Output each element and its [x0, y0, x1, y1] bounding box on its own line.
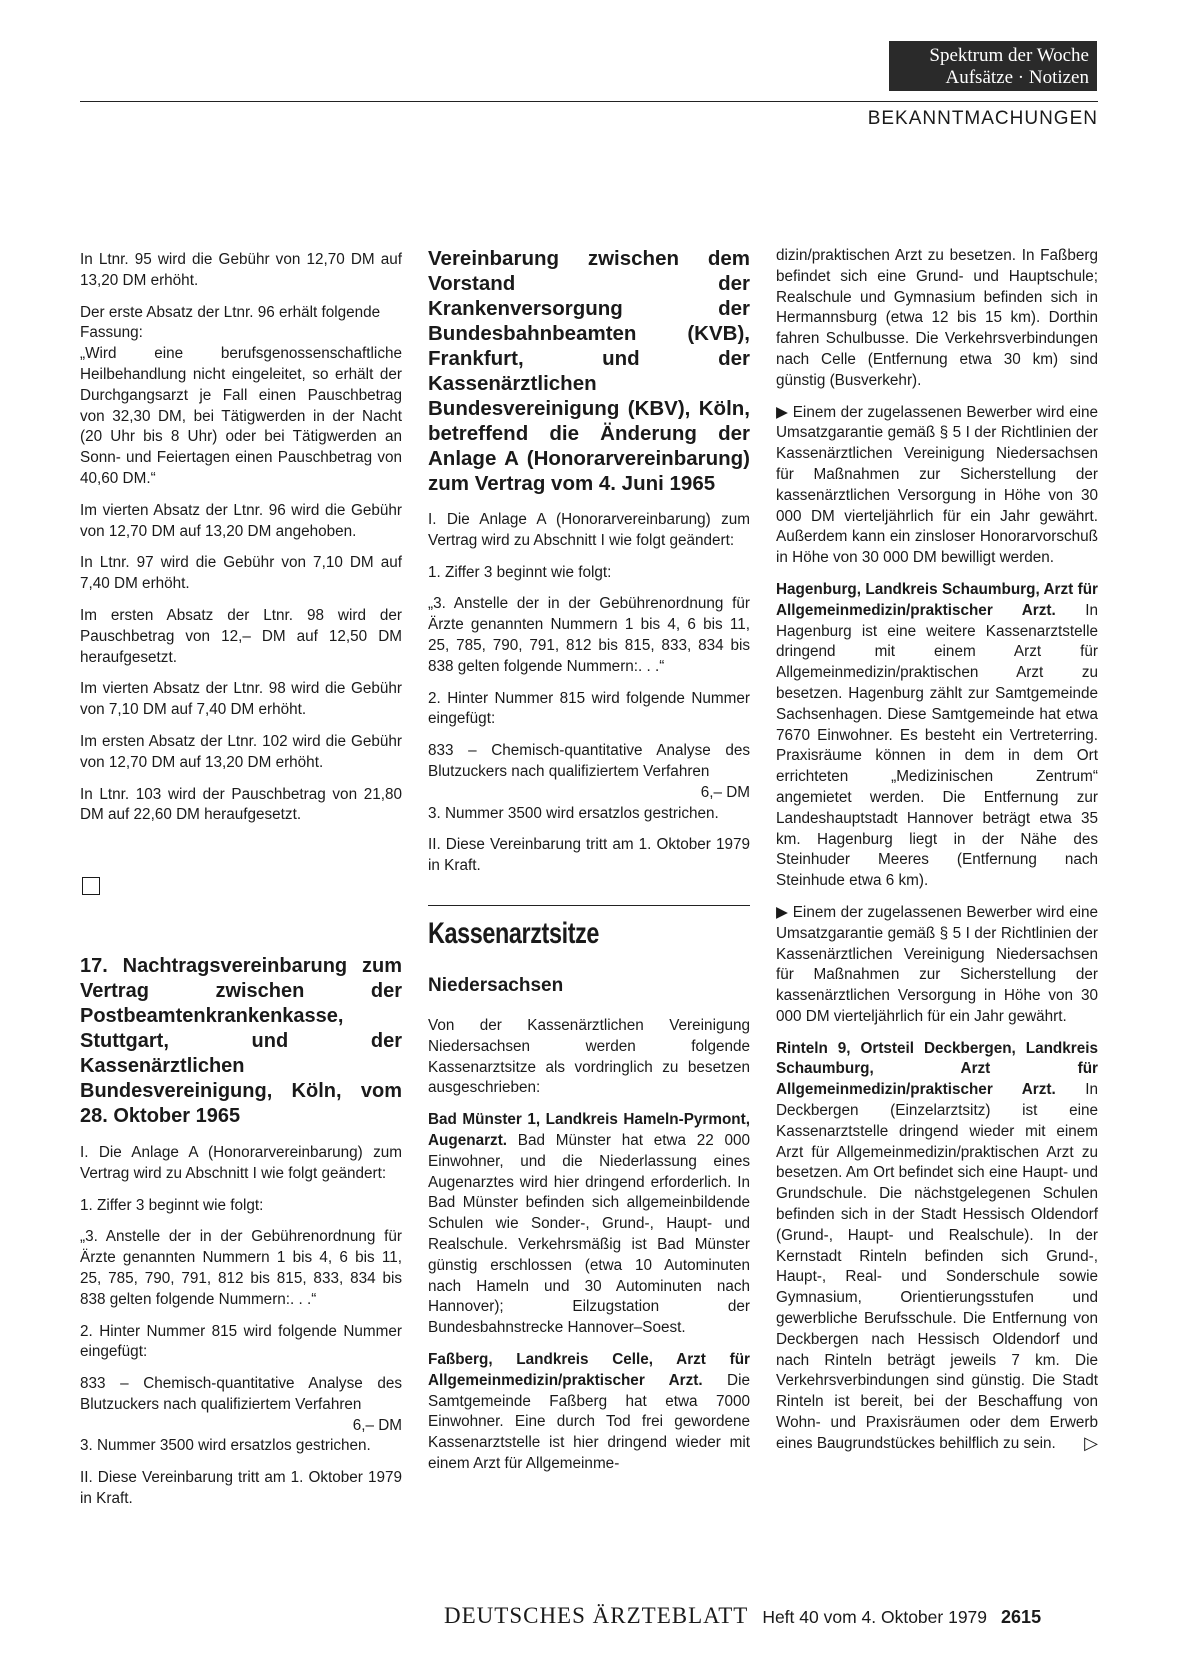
fee-item-text: 833 – Chemisch-quantitative Analyse des Blutzuckers nach qualifiziertem Verfahren — [428, 742, 750, 780]
agreement-title: 17. Nachtragsvereinbarung zum Vertrag zwischen der Postbeamtenkrankenkasse, Stuttgart, und der Kassenärztlichen Bundesvereinigung, Köln, vom 28. Oktober 1965 — [80, 954, 402, 1127]
listing-body: In Deckbergen (Einzelarztsitz) ist eine Kassenarztstelle dringend wieder mit einem Arzt für Allgemeinmedizin/praktischen Arzt zu besetzen. Am Ort befindet sich eine Haupt- und Grundschule. Die nächstgelegenen Schulen befinden sich in der Stadt Hessisch Oldendorf (Grund-, Haupt- und Realschule). In der Kernstadt Rinteln befinden sich Grund-, Haupt-, Real- und Sonderschule sowie Gymnasium, Orientierungsstufen und gewerbliche Berufsschule. Die Entfernung von Deckbergen nach Hessisch Oldendorf und nach Rinteln beträgt jeweils 7 km. Die Verkehrsverbindungen sind günstig. Die Stadt Rinteln ist bereit, bei der Beschaffung von Wohn- und Praxisräumen oder dem Erwerb eines Baugrundstückes behilflich zu sein. — [776, 1081, 1098, 1452]
journal-name: DEUTSCHES ÄRZTEBLATT — [444, 1603, 749, 1628]
page-number: 2615 — [1001, 1607, 1042, 1627]
page-footer — [444, 1603, 1098, 1633]
paragraph: dizin/praktischen Arzt zu besetzen. In Faßberg befindet sich eine Grund- und Hauptschule; Realschule und Gymnasium befinden sich in Hermannsburg (etwa 12 bis 15 km). Dorthin fahren Schulbusse. Die Verkehrsverbindungen nach Celle (Entfernung etwa 30 km) sind günstig (Busverkehr). — [776, 247, 1098, 389]
listing — [776, 580, 1098, 892]
paragraph-text: Einem der zugelassenen Bewerber wird eine Umsatzgarantie gemäß § 5 I der Richtlinien der Kassenärztlichen Vereinigung Niedersachsen für Maßnahmen zur Sicherstellung der kassenärztlichen Versorgung in Höhe von 30 000 DM vierteljährlich für ein Jahr gewährt. Außerdem kann ein zinsloser Honorarvorschuß in Höhe von 30 000 DM bewilligt werden. — [776, 403, 1099, 567]
listing — [776, 1039, 1098, 1455]
section-label: BEKANNTMACHUNGEN — [867, 108, 1098, 129]
paragraph: II. Diese Vereinbarung tritt am 1. Oktober 1979 in Kraft. — [80, 1469, 402, 1508]
section-heading: Kassenarztsitze — [428, 916, 600, 950]
paragraph: Im ersten Absatz der Ltnr. 102 wird die Gebühr von 12,70 DM auf 13,20 DM erhöht. — [80, 732, 402, 771]
paragraph: 3. Nummer 3500 wird ersatzlos gestrichen. — [80, 1437, 371, 1455]
paragraph: 2. Hinter Nummer 815 wird folgende Nummer eingefügt: — [428, 689, 750, 728]
paragraph: Im ersten Absatz der Ltnr. 98 wird der Pauschbetrag von 12,– DM auf 12,50 DM heraufgesetzt. — [80, 606, 402, 666]
badge-line-1: Spektrum der Woche — [929, 45, 1089, 66]
column-2 — [428, 246, 750, 1486]
region-heading: Niedersachsen — [428, 974, 564, 996]
listing-head: Faßberg, Landkreis Celle, Arzt für Allgemeinmedizin/praktischer Arzt. — [428, 1350, 750, 1389]
fee-item — [80, 1374, 402, 1434]
paragraph: In Ltnr. 103 wird der Pauschbetrag von 21,80 DM auf 22,60 DM heraufgesetzt. — [80, 785, 402, 824]
paragraph-text: Einem der zugelassenen Bewerber wird eine Umsatzgarantie gemäß § 5 I der Richtlinien der Kassenärztlichen Vereinigung Niedersachsen für Maßnahmen zur Sicherstellung der kassenärztlichen Versorgung in Höhe von 30 000 DM vierteljährlich für ein Jahr gewährt. — [776, 903, 1099, 1025]
paragraph: „3. Anstelle der in der Gebührenordnung für Ärzte genannten Nummern 1 bis 4, 6 bis 11, 25, 785, 790, 791, 812 bis 815, 833, 834 bis 838 gelten folgende Nummern:. . .“ — [428, 595, 750, 675]
listing-body: Die Samtgemeinde Faßberg hat etwa 7000 Einwohner. Eine durch Tod frei gewordene Kassenarztstelle ist hier dringend wieder mit einem Arzt für Allgemeinme- — [428, 1371, 750, 1472]
agreement-title: Vereinbarung zwischen dem Vorstand der Krankenversorgung der Bundesbahnbeamten (KVB), Frankfurt, und der Kassenärztlichen Bundesvereinigung (KBV), Köln, betreffend die Änderung der Anlage A (Honorarvereinbarung) zum Vertrag vom 4. Juni 1965 — [428, 247, 750, 495]
listing-head: Bad Münster 1, Landkreis Hameln-Pyrmont, Augenarzt. — [428, 1111, 750, 1149]
fee-item-amount: 6,– DM — [700, 783, 750, 801]
paragraph: Im vierten Absatz der Ltnr. 98 wird die Gebühr von 7,10 DM auf 7,40 DM erhöht. — [80, 680, 402, 719]
end-mark-square-icon — [82, 877, 100, 895]
paragraph: 3. Nummer 3500 wird ersatzlos gestrichen. — [428, 804, 719, 822]
paragraph: I. Die Anlage A (Honorarvereinbarung) zum Vertrag wird zu Abschnitt I wie folgt geändert: — [428, 511, 750, 549]
header-rule — [80, 101, 1098, 102]
fee-item — [428, 741, 750, 801]
fee-item-text: 833 – Chemisch-quantitative Analyse des Blutzuckers nach qualifiziertem Verfahren — [80, 1375, 402, 1413]
issue-info: Heft 40 vom 4. Oktober 1979 — [762, 1607, 988, 1627]
section-rule — [428, 905, 750, 906]
fee-item-amount: 6,– DM — [352, 1416, 402, 1434]
column-3 — [776, 246, 1098, 1466]
paragraph: Der erste Absatz der Ltnr. 96 erhält folgende Fassung: — [80, 303, 381, 342]
paragraph: II. Diese Vereinbarung tritt am 1. Oktober 1979 in Kraft. — [428, 836, 750, 875]
listing-body: In Hagenburg ist eine weitere Kassenarztstelle dringend mit einem Arzt für Allgemeinmedizin/praktischen Arzt zu besetzen. Hagenburg zählt zur Samtgemeinde Sachsenhagen. Diese Samtgemeinde hat etwa 7670 Einwohner. Es besteht ein Vertreterring. Praxisräume können in dem in dem Ort errichteten „Medizinischen Zentrum“ angemietet werden. Die Entfernung zur Landeshauptstadt Hannover beträgt etwa 35 km. Hagenburg liegt in der Nähe des Steinhuder Meeres (Entfernung nach Steinhude etwa 6 km). — [776, 601, 1098, 890]
listing-body: Bad Münster hat etwa 22 000 Einwohner, und die Niederlassung eines Augenarztes wird hier dringend erforderlich. In Bad Münster befinden sich allgemeinbildende Schulen wie Sonder-, Grund-, Haupt- und Realschule. Verkehrsmäßig ist Bad Münster günstig erschlossen (etwa 10 Autominuten nach Hameln und 30 Autominuten nach Hannover); Eilzugstation der Bundesbahnstrecke Hannover–Soest. — [428, 1131, 750, 1337]
section-badge — [889, 41, 1097, 91]
bullet-triangle-icon: ▶ — [776, 903, 789, 921]
paragraph — [776, 403, 1098, 569]
badge-line-2: Aufsätze · Notizen — [945, 67, 1089, 88]
continue-arrow-icon: ▷ — [1084, 1432, 1098, 1453]
paragraph: In Ltnr. 95 wird die Gebühr von 12,70 DM auf 13,20 DM erhöht. — [80, 251, 402, 289]
paragraph: 2. Hinter Nummer 815 wird folgende Nummer eingefügt: — [80, 1322, 402, 1361]
paragraph: Im vierten Absatz der Ltnr. 96 wird die Gebühr von 12,70 DM auf 13,20 DM angehoben. — [80, 501, 402, 540]
listing-head: Hagenburg, Landkreis Schaumburg, Arzt für Allgemeinmedizin/praktischer Arzt. — [776, 580, 1098, 619]
listing — [428, 1350, 750, 1475]
paragraph: 1. Ziffer 3 beginnt wie folgt: — [428, 563, 612, 581]
listing — [428, 1110, 750, 1339]
paragraph: Von der Kassenärztlichen Vereinigung Niedersachsen werden folgende Kassenarztsitze als vordringlich zu besetzen ausgeschrieben: — [428, 1016, 750, 1097]
paragraph: In Ltnr. 97 wird die Gebühr von 7,10 DM auf 7,40 DM erhöht. — [80, 554, 402, 593]
listing-head: Rinteln 9, Ortsteil Deckbergen, Landkreis Schaumburg, Arzt für Allgemeinmedizin/praktischer Arzt. — [776, 1039, 1098, 1099]
paragraph: 1. Ziffer 3 beginnt wie folgt: — [80, 1196, 264, 1214]
paragraph — [776, 903, 1098, 1028]
column-1 — [80, 250, 402, 1521]
paragraph: I. Die Anlage A (Honorarvereinbarung) zum Vertrag wird zu Abschnitt I wie folgt geändert: — [80, 1143, 402, 1182]
bullet-triangle-icon: ▶ — [776, 403, 789, 421]
paragraph: „3. Anstelle der in der Gebührenordnung für Ärzte genannten Nummern 1 bis 4, 6 bis 11, 25, 785, 790, 791, 812 bis 815, 833, 834 bis 838 gelten folgende Nummern:. . .“ — [80, 1228, 402, 1308]
paragraph: „Wird eine berufsgenossenschaftliche Heilbehandlung nicht eingeleitet, so erhält der Durchgangsarzt je Fall einen Pauschbetrag von 32,30 DM, bei Tätigwerden in der Nacht (20 Uhr bis 8 Uhr) oder bei Tätigwerden an Sonn- und Feiertagen einen Pauschbetrag von 40,60 DM.“ — [80, 345, 402, 487]
